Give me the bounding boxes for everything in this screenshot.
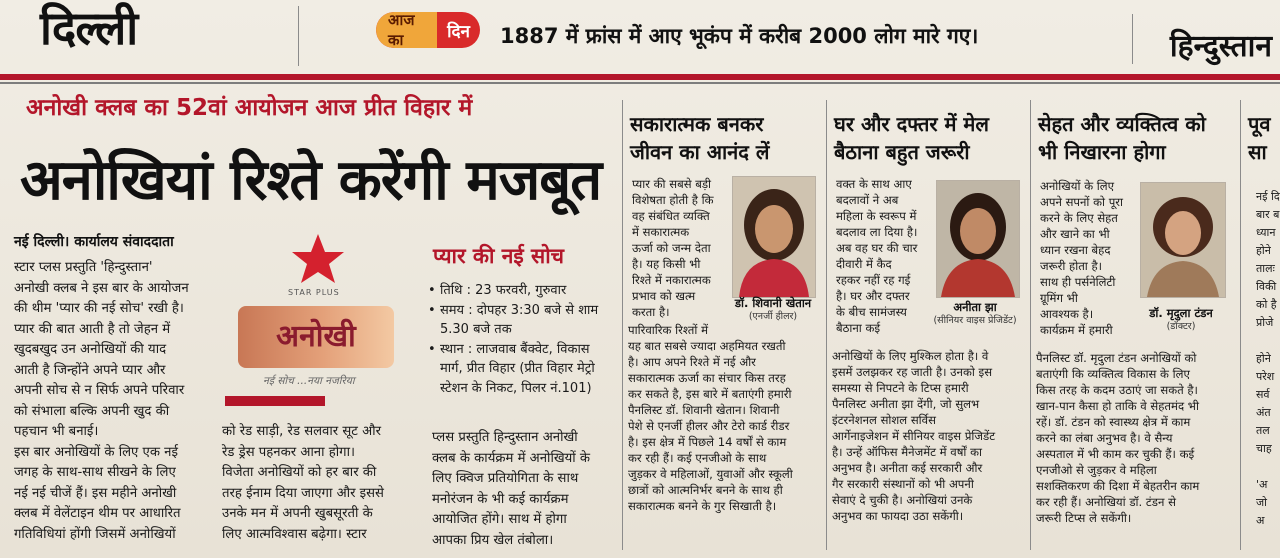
text-line: महिला के स्वरूप में [836,209,917,223]
text-line: है। यह किसी भी [632,257,701,271]
anokhi-logo: अनोखी [238,306,394,368]
text-line: अनुभव का फायदा उठा सकेंगी। [832,509,964,523]
panel2-caption [920,300,1030,328]
column-divider [1030,100,1031,550]
text-line: करने के लिए सेहत [1040,211,1118,225]
text-line: अब वह घर की चार [836,241,918,255]
text-line: वह संबंधित व्यक्ति [632,209,710,223]
text-line: तल [1256,424,1270,437]
text-line: परेश [1256,370,1275,383]
text-line: सशक्तिकरण की दिशा में बेहतरीन काम [1036,479,1200,493]
text-line: है। आप अपने रिश्ते में नई और [628,355,756,369]
text-line: में सकारात्मक [632,225,690,239]
portrait-shivani-khetan [732,176,816,298]
text-line: होने [1256,244,1271,257]
text-line: को रेड साड़ी, रेड सलवार सूट और [222,424,382,439]
text-line: सकारात्मक ऊर्जा का संचार किस तरह [628,371,786,385]
text-line: उनके मन में अपनी खुबसूरती के [222,506,373,521]
text-line: अनुभव है। अनीता कई सरकारी और [832,461,983,475]
text-line: पहचान भी बनाई। [14,424,99,439]
text-line: और खाने का भी [1040,227,1110,241]
text-line: को संभाला बल्कि अपनी खुद की [14,403,170,419]
text-line [1256,458,1280,476]
text-line: खुदबखुद उन अनोखियों की याद [14,342,167,357]
text-line: अनोखी क्लब ने इस बार के आयोजन [14,280,189,296]
star-plus-label: STAR PLUS [288,288,340,297]
title-line: भी निखारना होगा [1038,140,1166,164]
portrait-anita-jha [936,180,1020,298]
text-line: छात्रों को आत्मनिर्भर बनने के साथ ही [628,483,783,497]
text-line: ध्यान रखना बेहद [1040,243,1111,257]
text-line: प्रोजे [1256,316,1274,329]
panel1-body [628,322,820,514]
text-line: बार ब [1256,208,1280,221]
text-line: प्यार की सबसे बड़ी [632,177,712,191]
text-line: के बीच सामंजस्य [836,305,907,319]
text-line: है। इस क्षेत्र में पिछले 14 वर्षों से काम [628,435,787,449]
text-line: पारिवारिक रिश्तों में [628,323,709,337]
panel4-title [1248,110,1270,166]
text-line: जरूरी होता है। [1040,259,1103,273]
text-line: प्लस प्रस्तुति हिन्दुस्तान अनोखी [432,430,578,445]
text-line: है। उन्हें ऑफिस मैनेजमेंट में वर्षों का [832,445,983,459]
text-line: जरूरी टिप्स ले सकेंगी। [1036,511,1132,525]
caption-name: डॉ. शिवानी खेतान [734,296,812,310]
text-line: वक्त के साथ आए [836,177,912,191]
panel2-title [834,110,989,166]
text-line: आर्गेनाइजेशन में सीनियर वाइस प्रेजिडेंट [832,429,996,443]
story-column-3 [432,428,622,551]
text-line: बैठाना कई [836,321,881,335]
text-line: बदलाव ला दिया है। [836,225,918,239]
text-line: अपने सपनों को पूरा [1040,195,1124,209]
text-line: विकी [1256,280,1277,293]
panel1-title [630,110,769,166]
caption-name: डॉ. मृदुला टंडन [1149,306,1213,320]
text-line: यह बात सबसे ज्यादा अहमियत रखती [628,339,786,353]
text-line: 'अ [1256,478,1268,491]
text-line: बदलावों ने अब [836,193,899,207]
text-line: पेशे से एनर्जी हीलर और टेरो कार्ड रीडर [628,419,790,433]
text-line: क्लब में वेलेंटाइन थीम पर आधारित [14,506,181,521]
aaj-ka-din-badge [376,12,480,48]
text-line: मनोरंजन के भी कई कार्यक्रम [432,491,569,507]
text-line: प्रभाव को खत्म [632,289,696,303]
story-byline: नई दिल्ली। कार्यालय संवाददाता [14,234,174,250]
info-venue: • स्थान : लाजवाब बैंक्वेट, विकास मार्ग, प्रीत विहार (प्रीत विहार मेट्रो स्टेशन के निकट, पिलर नं.101) [428,340,614,399]
story-column-1 [14,258,214,545]
text-line: क्लब के कार्यक्रम में अनोखियों के [432,450,591,466]
info-date: • तिथि : 23 फरवरी, गुरुवार [428,281,614,301]
text-line [1256,332,1280,350]
top-bar [0,0,1280,72]
text-line: ग्रूमिंग भी [1040,291,1078,305]
text-line: गैर सरकारी संस्थानों को भी अपनी [832,477,974,491]
text-line: जो [1256,496,1268,509]
text-line: तरह ईनाम दिया जाएगा और इससे [222,485,384,501]
title-line: सकारात्मक बनकर [630,112,764,136]
city-masthead: दिल्ली [40,1,138,55]
text-line: इस बार अनोखियों के लिए एक नई [14,444,178,460]
panel2-body [832,348,1028,524]
text-line: एनजीओ से जुड़कर वे महिला [1036,463,1157,477]
text-line: सर्व [1256,388,1270,401]
aaj-ka-din-text: 1887 में फ्रांस में आए भूकंप में करीब 2000 लोग मारे गए। [500,24,979,48]
text-line: बताएंगी कि व्यक्तित्व विकास के लिए [1036,367,1190,381]
text-line: चाह [1256,442,1272,455]
info-time: • समय : दोपहर 3:30 बजे से शाम 5.30 बजे तक [428,301,614,340]
text-line: रेड ड्रेस पहनकर आना होगा। [222,444,355,460]
header-rule-red [0,74,1280,80]
text-line: होने [1256,352,1271,365]
text-line: पैनलिस्ट अनीता झा देंगी, जो सुलभ [832,397,980,411]
text-line: की थीम 'प्यार की नई सोच' रखी है। [14,301,184,316]
caption-role: (डॉक्टर) [1166,321,1196,332]
title-line: बैठाना बहुत जरूरी [834,140,970,164]
text-line: कर रही हैं। कई एनजीओ के साथ [628,451,767,465]
text-line: सेवाएं दे चुकी है। अनोखियां उनके [832,493,973,507]
text-line: कार्यक्रम में हमारी [1040,323,1113,337]
text-line: अपनी सोच से न सिर्फ अपने परिवार [14,383,185,398]
text-line: आयोजित होंगे। साथ में होगा [432,512,567,527]
text-line: नई नई चीजें हैं। इस महीने अनोखी [14,485,177,501]
panel3-intro [1040,178,1138,338]
text-line: अ [1256,514,1265,527]
text-line: प्यार की बात आती है तो जेहन में [14,321,171,337]
text-line: विशेषता होती है कि [632,193,714,207]
anokhi-tagline: नई सोच ...नया नजरिया [263,375,355,387]
text-line: खान-पान कैसा हो ताकि वे सेहतमंद भी [1036,399,1199,413]
text-line: जुड़कर वे महिलाओं, युवाओं और स्कूली [628,467,793,481]
text-line: रहकर नहीं रह गई [836,273,911,287]
title-line: जीवन का आनंद लें [630,140,770,164]
text-line: गतिविधियां होंगी जिसमें अनोखियों [14,526,176,542]
info-title: प्यार की नई सोच [433,244,564,268]
text-line: स्टार प्लस प्रस्तुति 'हिन्दुस्तान' [14,260,153,275]
text-line: इंटरनेशनल सोशल सर्विस [832,413,936,427]
star-plus-star-icon [290,232,346,286]
badge-right-label: दिन [447,21,470,42]
text-line: रहें। डॉ. टंडन को स्वास्थ्य क्षेत्र में काम [1036,415,1191,429]
text-line: रिश्ते में नकारात्मक [632,273,711,287]
text-line: को है [1256,298,1277,311]
story-headline: अनोखियां रिश्ते करेंगी मजबूत [20,148,602,213]
text-line: पैनलिस्ट डॉ. मृदुला टंडन अनोखियों को [1036,351,1197,365]
text-line: अस्पताल में भी काम कर चुकी हैं। कई [1036,447,1195,461]
panel3-title [1038,110,1206,166]
text-line: आवश्यक है। [1040,307,1094,321]
panel3-body [1036,350,1236,526]
brand-divider [1132,14,1133,64]
text-line: तालः [1256,262,1275,275]
text-line: ऊर्जा को जन्म देता [632,241,711,255]
badge-left-label: आज का [376,12,437,48]
title-line: पूव [1248,112,1271,136]
text-line: नई दि [1256,190,1280,203]
text-line: विजेता अनोखियों को हर बार की [222,465,377,480]
text-line: अनोखियों के लिए [1040,179,1115,193]
text-line: अनोखियों के लिए मुश्किल होता है। वे [832,349,989,363]
text-line: लिए क्विज प्रतियोगिता के साथ [432,471,579,486]
text-line: है। घर और दफ्तर [836,289,910,303]
text-line: पैनलिस्ट डॉ. शिवानी खेतान। शिवानी [628,403,780,417]
text-line: करने का लंबा अनुभव है। वे सैन्य [1036,431,1173,445]
masthead-divider [298,6,299,66]
story-column-2 [222,422,422,545]
text-line: जगह के साथ-साथ सीखने के लिए [14,465,176,480]
header-rule-thin [0,82,1280,84]
panel3-caption [1126,306,1236,334]
text-line: किस तरह के कदम उठाएं जा सकते है। [1036,383,1198,397]
section-divider-bar [225,396,325,406]
text-line: कर रही हैं। अनोखियां डॉ. टंडन से [1036,495,1176,509]
panel1-caption [718,296,828,324]
story-kicker: अनोखी क्लब का 52वां आयोजन आज प्रीत विहार में [26,95,473,121]
caption-role: (सीनियर वाइस प्रेजिडेंट) [933,315,1017,326]
portrait-mridula-tandon [1140,182,1226,298]
text-line: करता है। [632,305,670,319]
text-line: अंत [1256,406,1271,419]
text-line: इसमें उलझकर रह जाती है। उनको इस [832,365,993,379]
text-line: समस्या से निपटने के टिप्स हमारी [832,381,969,395]
text-line: कर सकते है, इस बारे में बताएंगी हमारी [628,387,792,401]
title-line: सा [1248,140,1267,164]
caption-role: (एनर्जी हीलर) [748,311,798,322]
text-line: आपका प्रिय खेल तंबोला। [432,532,554,548]
info-list [428,281,614,398]
text-line: आती है जिन्होंने अपने प्यार और [14,362,166,378]
text-line: लिए आत्मविश्वास बढ़ेगा। स्टार [222,526,367,542]
column-divider [1240,100,1241,550]
panel1-intro [632,176,728,320]
brand-name: हिन्दुस्तान [1169,29,1272,64]
column-divider [622,100,623,550]
title-line: सेहत और व्यक्तित्व को [1038,112,1206,136]
text-line: सकारात्मक बनने के गुर सिखाती है। [628,499,777,513]
panel4-body [1256,188,1280,530]
text-line: दीवारी में कैद [836,257,892,271]
caption-name: अनीता झा [953,300,997,314]
text-line: ध्यान [1256,226,1276,239]
title-line: घर और दफ्तर में मेल [834,112,989,136]
text-line: साथ ही पर्सनेलिटी [1040,275,1116,289]
column-divider [826,100,827,550]
